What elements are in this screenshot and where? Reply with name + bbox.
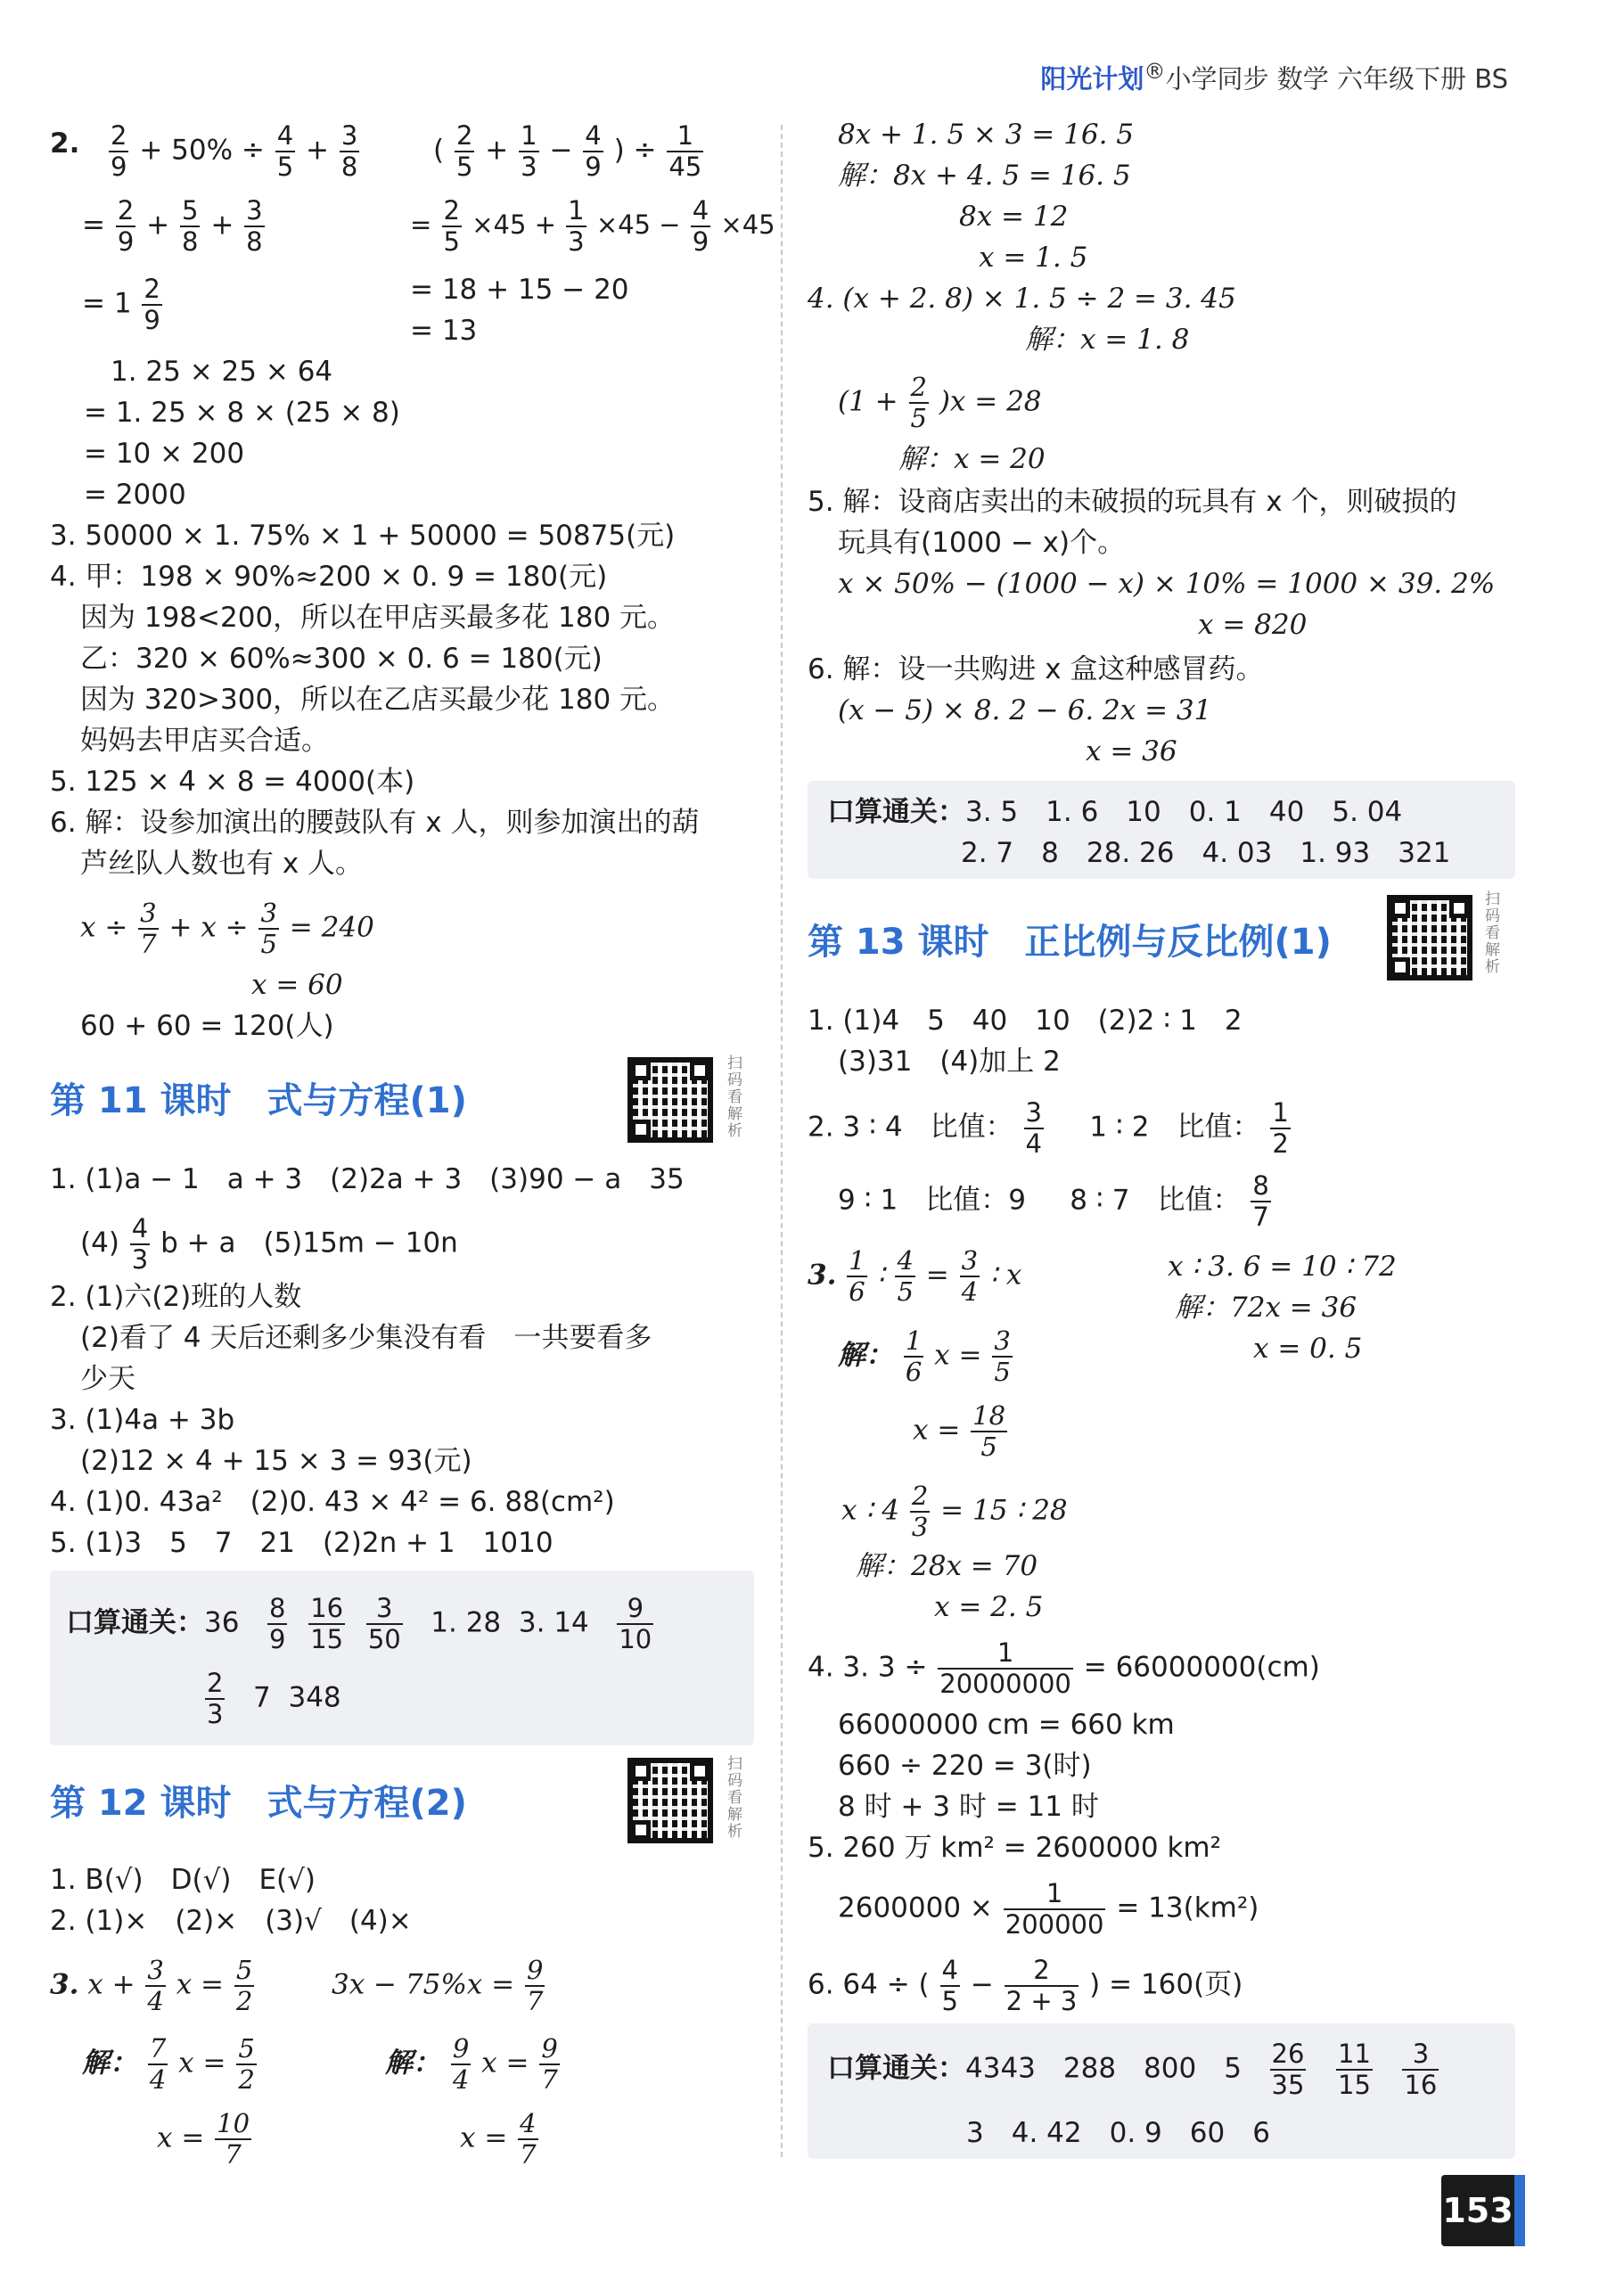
fraction: $\frac{9}{10}$ xyxy=(619,1593,652,1654)
fraction: $\frac{8}{9}$ xyxy=(269,1593,286,1654)
r-q4a-answer: 解：x = 1. 8 xyxy=(1025,324,1190,356)
qr-note: 扫码看解析 xyxy=(727,1755,742,1841)
s13-q3r-line: 解：72x = 36 xyxy=(1175,1292,1357,1324)
r-q4b: (1 + $\frac{2}{5}$ )x = 28 xyxy=(838,372,1042,433)
s13-q3c: x ∶ 4 $\frac{2}{3}$ = 15 ∶ 28 xyxy=(841,1481,1068,1542)
s12-q3a-step2: x = $\frac{10}{7}$ xyxy=(157,2108,250,2170)
r-top-line: 8x = 12 xyxy=(959,201,1069,233)
q2-expr3-line: = 1. 25 × 8 × (25 × 8) xyxy=(84,397,400,429)
s13-q1-line1: 1. (1)4 5 40 10 (2)2 ∶ 1 2 xyxy=(808,1005,1243,1037)
r-q6-line: x = 36 xyxy=(1086,735,1177,767)
q6-solution: x = 60 xyxy=(251,969,343,1001)
section-title-12: 第 12 课时 式与方程(2) xyxy=(50,1783,467,1824)
q4-line: 妈妈去甲店买合适。 xyxy=(80,725,329,757)
fraction: $\frac{5}{2}$ xyxy=(235,1955,253,2016)
fraction: $\frac{9}{4}$ xyxy=(452,2033,470,2095)
s12-q3b: 3x − 75%x = $\frac{9}{7}$ xyxy=(332,1955,544,2016)
r-q6-line: (x − 5) × 8. 2 − 6. 2x = 31 xyxy=(838,694,1212,726)
fraction: $\frac{2}{9}$ xyxy=(117,195,135,257)
page-number-accent xyxy=(1514,2175,1525,2246)
q4-line: 4. 甲：198 × 90%≈200 × 0. 9 = 180(元) xyxy=(50,561,608,593)
fraction: $\frac{1}{6}$ xyxy=(849,1245,865,1307)
brand-name: 阳光计划 xyxy=(1040,63,1144,94)
fraction: $\frac{3}{50}$ xyxy=(367,1593,401,1654)
s12-q2-answer: 2. (1)× (2)× (3)√ (4)× xyxy=(50,1905,412,1937)
r-q4b-answer: 解：x = 20 xyxy=(898,443,1046,475)
s13-q3c-step: 解：28x = 70 xyxy=(856,1550,1038,1582)
oral-row-11: 口算通关：36 $\frac{8}{9}$ $\frac{16}{15}$ $\frac{3}{50}$ 1. 28 3. 14 $\frac{9}{10}$ xyxy=(66,1593,652,1654)
r-top-line: x = 1. 5 xyxy=(979,242,1088,274)
q6-result: 60 + 60 = 120(人) xyxy=(80,1010,334,1042)
q2-expr1: $\frac{2}{9}$ + 50% ÷ $\frac{4}{5}$ + $\frac{3}{8}$ xyxy=(111,120,358,182)
s13-q4-line: 660 ÷ 220 = 3(时) xyxy=(838,1750,1092,1782)
fraction: $\frac{1}{200000}$ xyxy=(1005,1878,1104,1940)
r-q4a: 4. (x + 2. 8) × 1. 5 ÷ 2 = 3. 45 xyxy=(808,283,1236,315)
s12-q3b-step1: 解： $\frac{9}{4}$ x = $\frac{9}{7}$ xyxy=(385,2033,558,2095)
fraction: $\frac{7}{4}$ xyxy=(149,2033,167,2095)
q2-expr1-step2: = 1 $\frac{2}{9}$ xyxy=(82,274,160,335)
fraction: $\frac{1}{20000000}$ xyxy=(939,1637,1071,1699)
q2-expr2: ( $\frac{2}{5}$ + $\frac{1}{3}$ − $\frac{4}{9}$ ) ÷ $\frac{1}{45}$ xyxy=(433,120,702,182)
fraction: $\frac{2}{5}$ xyxy=(910,372,927,433)
s13-q2-line2: 9 ∶ 1 比值：9 8 ∶ 7 比值： $\frac{8}{7}$ xyxy=(838,1170,1269,1232)
fraction: $\frac{1}{2}$ xyxy=(1272,1097,1289,1159)
q4-line: 乙：320 × 60%≈300 × 0. 6 = 180(元) xyxy=(80,643,603,675)
page-header xyxy=(1040,59,1508,96)
q4-line: 因为 198<200，所以在甲店买最多花 180 元。 xyxy=(80,602,676,634)
fraction: $\frac{2}{2 + 3}$ xyxy=(1005,1955,1078,2016)
fraction: $\frac{4}{5}$ xyxy=(897,1245,914,1307)
fraction: $\frac{1}{3}$ xyxy=(568,195,585,257)
fraction: $\frac{9}{7}$ xyxy=(526,1955,544,2016)
s13-q5-step: 2600000 × $\frac{1}{200000}$ = 13(km²) xyxy=(838,1878,1259,1940)
fraction: $\frac{2}{3}$ xyxy=(207,1668,224,1729)
fraction: $\frac{4}{3}$ xyxy=(131,1213,149,1275)
s13-q2-line1: 2. 3 ∶ 4 比值： $\frac{3}{4}$ 1 ∶ 2 比值： $\frac{1}{2}$ xyxy=(808,1097,1289,1159)
q2-expr3-line: = 10 × 200 xyxy=(84,438,245,470)
oral-row-12: 口算通关：3. 5 1. 6 10 0. 1 40 5. 04 xyxy=(827,796,1403,828)
fraction: $\frac{5}{2}$ xyxy=(238,2033,255,2095)
s13-q4-line: 8 时 + 3 时 = 11 时 xyxy=(838,1791,1099,1823)
fraction: $\frac{4}{7}$ xyxy=(520,2108,537,2170)
section-title-11: 第 11 课时 式与方程(1) xyxy=(50,1080,467,1121)
s11-q1-line2: (4) $\frac{4}{3}$ b + a (5)15m − 10n xyxy=(80,1213,458,1275)
q4-line: 因为 320>300，所以在乙店买最少花 180 元。 xyxy=(80,684,676,716)
fraction: $\frac{16}{15}$ xyxy=(310,1593,344,1654)
oral-row-13: 口算通关：4343 288 800 5 $\frac{26}{35}$ $\frac{11}{15}$ $\frac{3}{16}$ xyxy=(827,2039,1438,2100)
s13-q1-line2: (3)31 (4)加上 2 xyxy=(838,1046,1061,1078)
qr-note: 扫码看解析 xyxy=(727,1054,742,1140)
fraction: $\frac{2}{5}$ xyxy=(443,195,460,257)
fraction: $\frac{3}{4}$ xyxy=(1025,1097,1042,1159)
r-top-line: 8x + 1. 5 × 3 = 16. 5 xyxy=(838,119,1135,151)
s11-q2-line: 少天 xyxy=(80,1363,135,1395)
section-title-13: 第 13 课时 正比例与反比例(1) xyxy=(808,922,1332,963)
column-divider xyxy=(781,125,783,2157)
s11-q5-answer: 5. (1)3 5 7 21 (2)2n + 1 1010 xyxy=(50,1527,554,1559)
qr-code[interactable] xyxy=(627,1758,713,1843)
q2-expr2-step2: = 18 + 15 − 20 xyxy=(410,274,629,306)
s13-q3-step2: x = $\frac{18}{5}$ xyxy=(913,1400,1006,1462)
registered-mark: ® xyxy=(1144,59,1166,84)
oral-row-12b: 2. 7 8 28. 26 4. 03 1. 93 321 xyxy=(961,837,1451,869)
s11-q4-answer: 4. (1)0. 43a² (2)0. 43 × 4² = 6. 88(cm²) xyxy=(50,1486,615,1518)
q6-line: 6. 解：设参加演出的腰鼓队有 x 人，则参加演出的葫 xyxy=(50,807,700,839)
r-q6-line: 6. 解：设一共购进 x 盒这种感冒药。 xyxy=(808,653,1264,685)
s12-q1-answer: 1. B(√) D(√) E(√) xyxy=(50,1864,316,1896)
q5-answer: 5. 125 × 4 × 8 = 4000(本) xyxy=(50,766,415,798)
s11-q2-line: (2)看了 4 天后还剩多少集没有看 一共要看多 xyxy=(80,1322,652,1354)
r-q5-line: x = 820 xyxy=(1198,609,1308,641)
qr-code[interactable] xyxy=(1387,895,1472,981)
fraction: $\frac{10}{7}$ xyxy=(217,2108,250,2170)
fraction: $\frac{2}{9}$ xyxy=(111,120,127,182)
q3-answer: 3. 50000 × 1. 75% × 1 + 50000 = 50875(元) xyxy=(50,520,676,552)
fraction: $\frac{3}{5}$ xyxy=(260,898,277,959)
s13-q3c-step: x = 2. 5 xyxy=(934,1591,1044,1623)
oral-row-11b: $\frac{2}{3}$ 7 348 xyxy=(207,1668,341,1729)
fraction: $\frac{3}{7}$ xyxy=(140,898,157,959)
r-q5-line: x × 50% − (1000 − x) × 10% = 1000 × 39. 2% xyxy=(838,568,1496,600)
fraction: $\frac{3}{16}$ xyxy=(1404,2039,1438,2100)
fraction: $\frac{3}{4}$ xyxy=(147,1955,164,2016)
q2-number: 2. xyxy=(50,127,80,160)
q2-expr2-step3: = 13 xyxy=(410,315,478,347)
s11-q2-line: 2. (1)六(2)班的人数 xyxy=(50,1281,302,1313)
s13-q4: 4. 3. 3 ÷ $\frac{1}{20000000}$ = 66000000(cm) xyxy=(808,1637,1320,1699)
s13-q3r-line: x = 0. 5 xyxy=(1253,1333,1363,1365)
s11-q3-line: 3. (1)4a + 3b xyxy=(50,1404,235,1436)
fraction: $\frac{2}{3}$ xyxy=(911,1481,929,1542)
fraction: $\frac{11}{15}$ xyxy=(1338,2039,1371,2100)
s13-q5: 5. 260 万 km² = 2600000 km² xyxy=(808,1832,1222,1864)
r-q5-line: 5. 解：设商店卖出的未破损的玩具有 x 个，则破损的 xyxy=(808,486,1457,518)
fraction: $\frac{2}{9}$ xyxy=(144,274,160,335)
s13-q4-line: 66000000 cm = 660 km xyxy=(838,1709,1175,1741)
s13-q3-step1: 解： $\frac{1}{6}$ x = $\frac{3}{5}$ xyxy=(838,1325,1011,1387)
oral-row-13b: 3 4. 42 0. 9 60 6 xyxy=(966,2117,1270,2149)
s13-q3: 3. $\frac{1}{6}$ ∶ $\frac{4}{5}$ = $\frac{3}{4}$ ∶ x xyxy=(808,1245,1022,1307)
q6-line: 芦丝队人数也有 x 人。 xyxy=(80,848,364,880)
qr-note: 扫码看解析 xyxy=(1485,890,1500,976)
s13-q3r-line: x ∶ 3. 6 = 10 ∶ 72 xyxy=(1168,1251,1397,1283)
s11-q3-line: (2)12 × 4 + 15 × 3 = 93(元) xyxy=(80,1445,472,1477)
q6-equation: x ÷ $\frac{3}{7}$ + x ÷ $\frac{3}{5}$ = 240 xyxy=(80,898,374,959)
fraction: $\frac{3}{5}$ xyxy=(994,1325,1011,1387)
fraction: $\frac{4}{5}$ xyxy=(276,120,294,182)
fraction: $\frac{2}{5}$ xyxy=(455,120,473,182)
fraction: $\frac{4}{9}$ xyxy=(692,195,709,257)
fraction: $\frac{5}{8}$ xyxy=(182,195,199,257)
s12-q3b-step2: x = $\frac{4}{7}$ xyxy=(460,2108,537,2170)
fraction: $\frac{8}{7}$ xyxy=(1252,1170,1269,1232)
fraction: $\frac{1}{45}$ xyxy=(668,120,702,182)
r-q5-line: 玩具有(1000 − x)个。 xyxy=(838,527,1126,559)
s11-q1-line1: 1. (1)a − 1 a + 3 (2)2a + 3 (3)90 − a 35 xyxy=(50,1163,685,1195)
fraction: $\frac{4}{5}$ xyxy=(941,1955,958,2016)
fraction: $\frac{3}{4}$ xyxy=(961,1245,979,1307)
q2-expr1-step1: = $\frac{2}{9}$ + $\frac{5}{8}$ + $\frac{3}{8}$ xyxy=(82,195,263,257)
fraction: $\frac{9}{7}$ xyxy=(541,2033,558,2095)
fraction: $\frac{18}{5}$ xyxy=(972,1400,1006,1462)
fraction: $\frac{26}{35}$ xyxy=(1271,2039,1305,2100)
fraction: $\frac{3}{8}$ xyxy=(340,120,358,182)
fraction: $\frac{3}{8}$ xyxy=(246,195,263,257)
page-number: 153 xyxy=(1441,2175,1514,2246)
fraction: $\frac{1}{3}$ xyxy=(521,120,537,182)
r-top-line: 解：8x + 4. 5 = 16. 5 xyxy=(838,160,1131,192)
qr-code[interactable] xyxy=(627,1057,713,1143)
q2-expr2-step1: = $\frac{2}{5}$ ×45 + $\frac{1}{3}$ ×45 − $\frac{4}{9}$ ×45 xyxy=(410,195,775,257)
s12-q3a: 3. x + $\frac{3}{4}$ x = $\frac{5}{2}$ xyxy=(50,1955,253,2016)
q2-expr3-line: 1. 25 × 25 × 64 xyxy=(111,356,333,388)
s12-q3a-step1: 解： $\frac{7}{4}$ x = $\frac{5}{2}$ xyxy=(82,2033,255,2095)
q2-expr3-line: = 2000 xyxy=(84,479,186,511)
s13-q6: 6. 64 ÷ ( $\frac{4}{5}$ − $\frac{2}{2 + 3}$ ) = 160(页) xyxy=(808,1955,1243,2016)
header-subtitle: 小学同步 数学 六年级下册 BS xyxy=(1165,63,1508,94)
fraction: $\frac{4}{9}$ xyxy=(585,120,602,182)
fraction: $\frac{1}{6}$ xyxy=(905,1325,923,1387)
